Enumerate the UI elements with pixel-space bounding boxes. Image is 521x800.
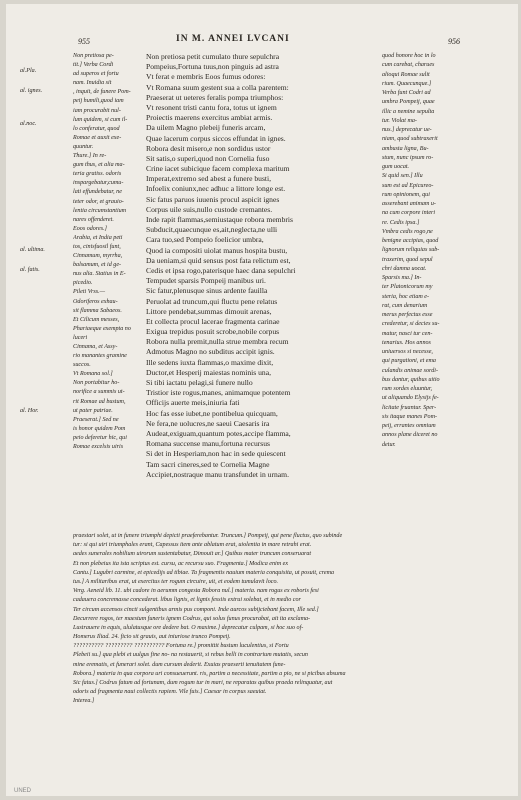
- verse-line: Si det in Hesperiam,non hac in sede quiescent: [146, 449, 286, 459]
- commentary-line: Romae excelsis uiris: [73, 444, 124, 451]
- commentary-line: norifice a summis ut-: [73, 389, 125, 396]
- commentary-line: tos, cinisfuosil funt,: [73, 243, 121, 250]
- commentary-line: Cinnamum, myrrha,: [73, 253, 123, 260]
- verse-line: Corpus uile suis,nullo custode cremantes.: [146, 204, 273, 214]
- commentary-line: Vt Romana sol.]: [73, 371, 113, 378]
- commentary-line: lentia circumstantium: [73, 207, 127, 214]
- commentary-line: , inquit, de funere Pom-: [73, 89, 131, 96]
- commentary-line: inspargebatur,cumu-: [73, 180, 124, 187]
- commentary-line: Decurrere rogos, ter maestum funeris ignem Codrus, qui solus funus procurabat, ait ita exclama-: [73, 615, 311, 622]
- commentary-line: crederetur, si decies su-: [382, 321, 440, 328]
- commentary-line: teria gratiss. odoris: [73, 171, 122, 178]
- commentary-line: lum quidem, si cum il-: [73, 116, 128, 123]
- commentary-line: lignorum reliquias sub-: [382, 247, 440, 254]
- commentary-line: teter odor, et grauio-: [73, 198, 124, 205]
- verse-line: Ductor,et Hesperij maiestas nominis una,: [146, 367, 271, 377]
- verse-line: Vt ferat e membris Eoos fumus odores:: [146, 72, 266, 82]
- commentary-line: cum carebat, charues: [382, 62, 435, 69]
- verse-line: Sic fatur,plenusque sinus ardente fauilla: [146, 286, 268, 296]
- commentary-line: rium. Quaecunque.]: [382, 80, 432, 87]
- commentary-line: ad superos et fortu: [73, 71, 119, 78]
- margin-note: al. ignes.: [20, 88, 43, 94]
- verse-line: Da uilem Magno plebeij funeris arcam,: [146, 123, 266, 133]
- verse-line: Ne fera,ne uolucres,ne saeui Caesaris ira: [146, 418, 270, 428]
- commentary-line: praestari solet, ut in funere triumphi depicti praeferebantur. Truncum.] Pompeij, qui pene fluctus, quo subinde: [73, 533, 343, 539]
- commentary-line: Sic fatus.] Codrus fatum ad fortunam, dum rogum tur in mari, ne reparatas quibus praeda relinquatur, aut: [73, 680, 333, 686]
- verse-line: Hoc fas esse iubet,ne pontibelua quicquam,: [146, 408, 278, 418]
- commentary-line: ut aliquando Elysijs fe-: [382, 395, 439, 402]
- commentary-line: Verba funt Codri ad: [382, 90, 431, 96]
- commentary-line: matur, nasci tur cen-: [382, 330, 433, 337]
- verse-line: Vt Romana suum gestent sua a colla parentem:: [146, 82, 289, 92]
- margin-note: al.Pla.: [20, 68, 37, 74]
- commentary-line: nus alia. Statius in E-: [73, 271, 126, 278]
- verse-line: Exigua trepidus posuit scrobe,nobile corpus: [146, 327, 280, 337]
- commentary-line: na cum corpore interi: [382, 210, 436, 217]
- commentary-line: Si quid sen.] Illu: [382, 173, 423, 180]
- commentary-line: Non pretiosa pe-: [73, 53, 114, 59]
- commentary-line: Romae et auxit exe-: [73, 134, 122, 141]
- commentary-line: ambusta ligna, Bu-: [382, 145, 429, 152]
- commentary-line: Homerus Iliad. 24. ficio sit grauis, aut iniuriose trunco Pompeij.: [73, 634, 231, 641]
- verse-line: Imperat,extremo sed abest a funere busti,: [146, 174, 272, 184]
- poem-text-column: [146, 52, 376, 480]
- commentary-line: picedio.: [73, 280, 93, 287]
- commentary-line: Et Cilicum messes,: [73, 316, 120, 323]
- library-stamp: UNED: [14, 788, 32, 794]
- verse-line: Ille sedens iuxta flammas,o maxime dixit,: [146, 357, 274, 367]
- commentary-line: iam procurabit nul-: [73, 107, 121, 114]
- verse-line: Da ueniam,si quid sensus post fata relictum est,: [146, 255, 291, 265]
- commentary-line: sit flamma Sabaeos.: [73, 307, 122, 314]
- commentary-line: Ter circum accensos cincti sulgentibus armis pus componi. Inde aurcos subijciebant facem, Ille sed.]: [73, 606, 319, 613]
- commentary-line: re. Cedis ipsa.]: [382, 219, 420, 226]
- verse-line: Cedis et ipsa rogo,paterisque haec dana sepulchri: [146, 265, 296, 275]
- verse-line: Officijs auerte meis,iniuria fati: [146, 398, 240, 408]
- commentary-line: luceri: [73, 334, 88, 341]
- commentary-line: lati effundebatur, ne: [73, 189, 122, 196]
- verse-line: Pompeius,Fortuna tuus,non pinguis ad astra: [146, 62, 279, 72]
- commentary-line: Eoos odores.]: [73, 225, 107, 232]
- book-page: [6, 4, 518, 796]
- verse-line: Et collecta procul lacerae fragmenta carinae: [146, 316, 280, 326]
- commentary-line: culandis animae sordi-: [382, 367, 438, 374]
- commentary-line: steria, hoc etiam e-: [382, 293, 430, 300]
- commentary-line: lo conferatur, quod: [73, 125, 120, 132]
- margin-note: al.noc.: [20, 121, 37, 127]
- commentary-line: mine erematis, et funerari solet. dum cursum dederit. Exuias praeserti tenuitatem fune-: [73, 661, 286, 668]
- commentary-line: peij humili,quod iam: [73, 98, 124, 105]
- commentary-line: bus dantur, quibus uitio: [382, 376, 440, 383]
- commentary-line: nares offenderet.: [73, 216, 114, 223]
- commentary-line: is honor quidem Pom: [73, 425, 126, 432]
- verse-line: Quae lacerum corpus siccos effundat in ignes.: [146, 133, 286, 143]
- commentary-line: Odoriferos exhau-: [73, 298, 118, 305]
- page-number-left: 955: [78, 37, 90, 46]
- margin-note: al. fatis.: [20, 267, 40, 273]
- commentary-line: tus.] A militaribus erat, ut exercitus ter rogum circuire, uit, et eodem tumulavit loco.: [73, 578, 279, 585]
- commentary-line: licitate fruantur. Sper-: [382, 404, 437, 411]
- commentary-line: chri damna uocat.: [382, 265, 427, 272]
- verse-line: Robora desit misero,e non sordidus ustor: [146, 143, 271, 153]
- commentary-line: Phariaeque exempta no: [73, 325, 131, 332]
- commentary-line: rum opinionem, qui: [382, 191, 430, 198]
- commentary-line: peio deferetur hic, qui: [73, 434, 127, 441]
- commentary-line: Vmbra cedis rogo,ne: [382, 228, 433, 235]
- commentary-line: quuntur.: [73, 143, 94, 150]
- margin-note: al. ultima.: [20, 247, 45, 253]
- commentary-line: detur.: [382, 441, 396, 448]
- commentary-line: quod honore hoc in lo: [382, 53, 436, 59]
- commentary-line: nam. Inuidia sit: [73, 80, 112, 87]
- left-commentary-column: [73, 52, 141, 452]
- commentary-line: Pileti Vrss.—: [73, 289, 106, 296]
- commentary-line: tit.] Verba Cordi: [73, 62, 114, 69]
- commentary-line: Sparsis ma.] In-: [382, 275, 422, 281]
- commentary-line: nus.] deprecatur ue-: [382, 127, 432, 133]
- verse-line: Accipiet,nostraque manu transfundet in urnam.: [146, 469, 289, 479]
- verse-line: Cara tuo,sed Pompeio foelicior umbra,: [146, 235, 264, 245]
- commentary-line: rat, cum denarium: [382, 302, 428, 309]
- commentary-line: tenarius. Hos annos: [382, 339, 431, 346]
- margin-note: al. Hor.: [20, 408, 39, 414]
- verse-line: Sic fatus paruos iuuenis procul aspicit ignes: [146, 194, 280, 204]
- commentary-line: merus perfectus esse: [382, 312, 433, 318]
- verse-line: Tristior iste rogus,manes, animamque potentem: [146, 388, 291, 398]
- verse-line: Audeat,exiguam,quantum potes,accipe flamma,: [146, 428, 291, 438]
- verse-line: Si tibi iactatu pelagi,si funere nullo: [146, 378, 253, 387]
- commentary-line: ut pater patriae.: [73, 407, 113, 414]
- verse-line: Romana succense manu,fortuna recursus: [146, 439, 270, 449]
- commentary-line: rum sordes eluuntur,: [382, 386, 433, 392]
- verse-line: Robora nulla premit,nulla strue membra recum: [146, 337, 289, 347]
- commentary-line: alioqui Romae sulit: [382, 71, 430, 78]
- commentary-line: Robora.] materia in qua corpora uri consueuerunt. ris, partim a necessitate, partim a pio, ne si picibus absuma: [73, 670, 346, 677]
- commentary-line: Cantu.] Lugubri carmine, et epicedijs ad tibiae. Ta fragmentis nauium materia conquisita, ut posuit, crema: [73, 569, 335, 576]
- verse-line: Sit satis,o superi,quod non Cornelia fuso: [146, 153, 270, 163]
- commentary-line: odoris ad fragmenta naui collectis rapiem. Vile fuis.] Caesar in corpus saeuiat.: [73, 689, 267, 696]
- commentary-line: rit Romae ad bustum,: [73, 398, 126, 405]
- bottom-commentary-block: [73, 532, 478, 707]
- page-number-right: 956: [448, 37, 460, 46]
- commentary-line: Et non plebeius ita ista scriptus est. cursu, ac recursu suo. Fragmenta.] Modica enim ex: [73, 560, 289, 567]
- commentary-line: tur: si qui uiri triumphales erant, Capessus item ante ablatum erat, uiolentia in mare retrahi erat.: [73, 542, 312, 549]
- commentary-line: Non portabitur ho-: [73, 380, 120, 387]
- verse-line: Peruolat ad truncum,qui fluctu pene relatus: [146, 296, 278, 306]
- commentary-line: umbra Pompeij, quae: [382, 99, 435, 106]
- commentary-line: aedes sunerales nobilium uirorum sustentabatur, Dimouit ar.] Quibus mater truncum conseruarat: [73, 551, 312, 558]
- verse-line: Tempudet sparsis Pompeij manibus uri.: [146, 276, 266, 286]
- commentary-line: ter Platonicorum my: [382, 284, 433, 291]
- commentary-line: uniuersos si necesse,: [382, 349, 433, 355]
- commentary-line: sum est ad Epicureo-: [382, 182, 434, 189]
- verse-line: Praeserat ut ueteres feralis pompa triumphos:: [146, 92, 284, 102]
- verse-line: Infoelix coniunx,nec adhuc a littore longe est.: [146, 184, 286, 194]
- commentary-line: peij, errantes omnium: [382, 423, 436, 429]
- commentary-line: annos plane diceret no: [382, 432, 438, 439]
- commentary-line: Arabia, et India peti: [73, 234, 123, 241]
- verse-line: Littore pendebat,summas dimouit arenas,: [146, 306, 272, 316]
- verse-line: Crine iacet subicique facem complexa maritum: [146, 164, 290, 174]
- commentary-line: sis itaque manes Pom-: [382, 413, 438, 420]
- commentary-line: Cinnama, et Assy-: [73, 344, 118, 350]
- verse-line: Tam sacri cineres,sed te Cornelia Magne: [146, 459, 270, 469]
- verse-line: Subducit,quaecunque es,ait,neglecta,ne ulli: [146, 225, 278, 235]
- commentary-line: asserebant animam u-: [382, 201, 436, 207]
- commentary-line: Thure.] In re-: [73, 153, 107, 160]
- commentary-line: Lustrauere in equis, ululatusque ore dedere bat. O maxime.] deprecatur culpam, si hoc suo of-: [73, 624, 304, 631]
- commentary-line: succos.: [73, 362, 91, 369]
- commentary-line: rio manantes gramine: [73, 353, 127, 360]
- commentary-line: niam, quod subtraxerit: [382, 136, 438, 143]
- commentary-line: cadauera concremasse concederat. libus lignis, et lignis fessiis extrui solebat, et in medio cor: [73, 597, 301, 604]
- commentary-line: stum, nunc ipsum ro-: [382, 154, 434, 161]
- commentary-line: qui purgationi, et ema: [382, 358, 436, 365]
- commentary-line: gum uocat.: [382, 164, 410, 170]
- running-head: IN M. ANNEI LVCANI: [176, 34, 290, 44]
- commentary-line: Interea.]: [73, 698, 95, 705]
- verse-line: Inde rapit flammas,semiustaque robora membris: [146, 215, 293, 224]
- commentary-line: gum thus, et alia ma-: [73, 162, 125, 169]
- right-commentary-column: [382, 52, 478, 450]
- verse-line: Admotus Magno no subditus accipit ignis.: [146, 347, 275, 357]
- commentary-line: illic a nemine sepulta: [382, 108, 435, 115]
- verse-line: Quod ia compositi uiolat manus hospita bustu,: [146, 245, 288, 255]
- commentary-line: balsamum, et id ge-: [73, 262, 122, 269]
- commentary-line: ?????????? ????????? ?????????? Fortuna re.] promittit bustum luculentius, si Fortu: [73, 643, 289, 650]
- verse-line: Proiectis maerens exercitus ambiat armis.: [146, 113, 273, 123]
- commentary-line: traxerim, quod sepul: [382, 256, 433, 263]
- commentary-line: benigne accipias, quod: [382, 238, 439, 244]
- commentary-line: Plebeii su.] qua plebi et uulgus fine no- na restauerit, si rebus belli in contrarium mutatis, secun: [73, 652, 308, 659]
- verse-line: Vt resonent tristi cantu fora, totus ut ignem: [146, 102, 277, 112]
- commentary-line: Verg. Aeneid lib. 11. ubi cadore in aerumm congesta Robora nul.] materia. nam rogus ex roboris fesi: [73, 588, 319, 595]
- verse-line: Non pretiosa petit cumulato thure sepulchra: [146, 52, 280, 61]
- commentary-line: Praeserat.] Sed ne: [73, 416, 119, 423]
- commentary-line: tur. Violat ma-: [382, 117, 417, 124]
